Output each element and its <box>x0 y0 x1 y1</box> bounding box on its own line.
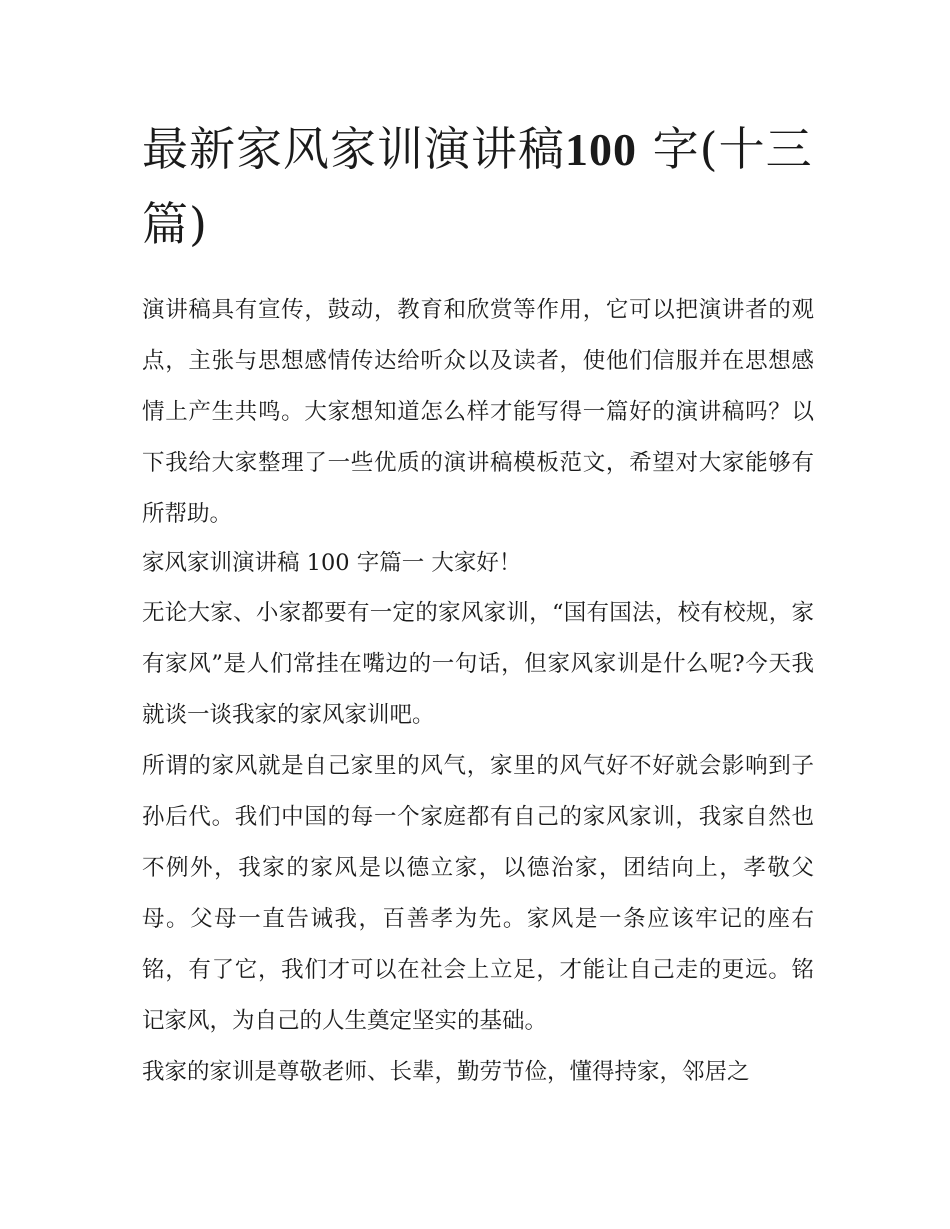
document-body <box>142 285 814 1098</box>
body-paragraph: 所谓的家风就是自己家里的风气，家里的风气好不好就会影响到子孙后代。我们中国的每一个家庭都有自己的家风家训，我家自然也不例外，我家的家风是以德立家，以德治家，团结向上，孝敬父母。父母一直告诫我，百善孝为先。家风是一条应该牢记的座右铭，有了它，我们才可以在社会上立足，才能让自己走的更远。铭记家风，为自己的人生奠定坚实的基础。 <box>142 753 814 1034</box>
body-paragraph: 我家的家训是尊敬老师、长辈，勤劳节俭，懂得持家，邻居之 <box>142 1059 750 1085</box>
body-paragraph: 无论大家、小家都要有一定的家风家训，“国有国法，校有校规，家有家风”是人们常挂在嘴边的一句话，但家风家训是什么呢?今天我就谈一谈我家的家风家训吧。 <box>142 600 814 728</box>
document-page <box>142 112 814 1098</box>
document-title <box>142 112 814 261</box>
section-heading: 家风家训演讲稿 100 字篇一 大家好！ <box>142 550 522 576</box>
title-suffix: 字(十三篇) <box>142 122 813 251</box>
title-prefix: 最新家风家训演讲稿 <box>142 122 565 176</box>
intro-paragraph: 演讲稿具有宣传，鼓动，教育和欣赏等作用，它可以把演讲者的观点，主张与思想感情传达给听众以及读者，使他们信服并在思想感情上产生共鸣。大家想知道怎么样才能写得一篇好的演讲稿吗？以下我给大家整理了一些优质的演讲稿模板范文，希望对大家能够有所帮助。 <box>142 297 814 527</box>
title-number: 100 <box>565 124 637 175</box>
